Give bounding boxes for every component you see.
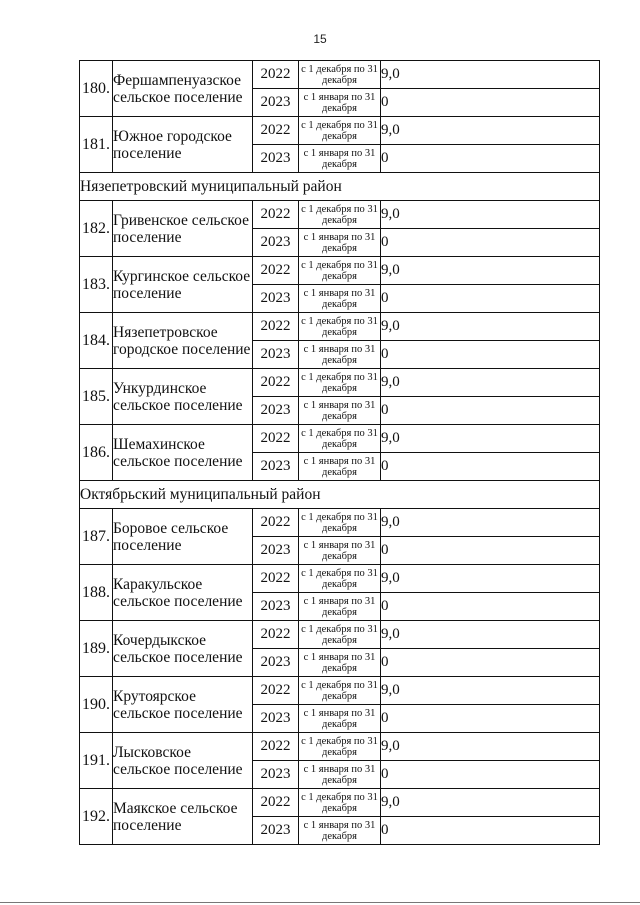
entry-number: 184. <box>80 313 113 369</box>
table-row <box>80 733 600 761</box>
rate-cell: 0 <box>381 705 600 733</box>
settlement-name: Лысковское сельское поселение <box>113 733 253 789</box>
rate-cell: 9,0 <box>381 733 600 761</box>
rate-cell: 0 <box>381 397 600 425</box>
period-cell: с 1 января по 31 декабря <box>299 229 381 257</box>
period-cell: с 1 января по 31 декабря <box>299 285 381 313</box>
rate-cell: 9,0 <box>381 117 600 145</box>
rate-cell: 0 <box>381 453 600 481</box>
table-row <box>80 565 600 593</box>
period-cell: с 1 января по 31 декабря <box>299 453 381 481</box>
entry-number: 189. <box>80 621 113 677</box>
table-row <box>80 509 600 537</box>
district-name: Октябрьский муниципальный район <box>80 481 600 509</box>
rate-cell: 9,0 <box>381 565 600 593</box>
rate-cell: 0 <box>381 89 600 117</box>
period-cell: с 1 января по 31 декабря <box>299 537 381 565</box>
year-cell: 2022 <box>253 789 299 817</box>
settlement-name: Южное городское поселение <box>113 117 253 173</box>
period-cell: с 1 января по 31 декабря <box>299 761 381 789</box>
rate-cell: 0 <box>381 649 600 677</box>
year-cell: 2022 <box>253 369 299 397</box>
rate-cell: 0 <box>381 537 600 565</box>
table-row <box>80 117 600 145</box>
year-cell: 2022 <box>253 61 299 89</box>
period-cell: с 1 декабря по 31 декабря <box>299 565 381 593</box>
period-cell: с 1 декабря по 31 декабря <box>299 509 381 537</box>
year-cell: 2023 <box>253 649 299 677</box>
period-cell: с 1 января по 31 декабря <box>299 705 381 733</box>
year-cell: 2023 <box>253 453 299 481</box>
table-row <box>80 257 600 285</box>
table-body <box>80 61 600 845</box>
year-cell: 2023 <box>253 89 299 117</box>
year-cell: 2023 <box>253 145 299 173</box>
table-row <box>80 789 600 817</box>
settlement-name: Шемахинское сельское поселение <box>113 425 253 481</box>
rate-cell: 9,0 <box>381 621 600 649</box>
period-cell: с 1 декабря по 31 декабря <box>299 257 381 285</box>
period-cell: с 1 декабря по 31 декабря <box>299 677 381 705</box>
settlement-name: Маякское сельское поселение <box>113 789 253 845</box>
entry-number: 191. <box>80 733 113 789</box>
district-header-row <box>80 481 600 509</box>
rate-cell: 0 <box>381 817 600 845</box>
rate-cell: 0 <box>381 593 600 621</box>
year-cell: 2022 <box>253 425 299 453</box>
year-cell: 2022 <box>253 565 299 593</box>
rate-cell: 9,0 <box>381 677 600 705</box>
year-cell: 2022 <box>253 313 299 341</box>
year-cell: 2022 <box>253 621 299 649</box>
entry-number: 188. <box>80 565 113 621</box>
settlement-name: Кургинское сельское поселение <box>113 257 253 313</box>
rate-cell: 0 <box>381 341 600 369</box>
rate-cell: 9,0 <box>381 369 600 397</box>
period-cell: с 1 января по 31 декабря <box>299 593 381 621</box>
year-cell: 2022 <box>253 677 299 705</box>
entry-number: 181. <box>80 117 113 173</box>
entry-number: 186. <box>80 425 113 481</box>
year-cell: 2022 <box>253 509 299 537</box>
settlement-name: Кочердыкское сельское поселение <box>113 621 253 677</box>
settlement-name: Ункурдинское сельское поселение <box>113 369 253 425</box>
settlement-name: Гривенское сельское поселение <box>113 201 253 257</box>
rate-cell: 9,0 <box>381 789 600 817</box>
period-cell: с 1 января по 31 декабря <box>299 397 381 425</box>
period-cell: с 1 декабря по 31 декабря <box>299 201 381 229</box>
rate-cell: 9,0 <box>381 425 600 453</box>
year-cell: 2022 <box>253 201 299 229</box>
table-row <box>80 61 600 89</box>
settlement-rates-table <box>79 60 600 845</box>
settlement-name: Каракульское сельское поселение <box>113 565 253 621</box>
period-cell: с 1 января по 31 декабря <box>299 817 381 845</box>
year-cell: 2022 <box>253 733 299 761</box>
page-number: 15 <box>313 32 327 46</box>
year-cell: 2023 <box>253 817 299 845</box>
page-bottom-rule <box>0 902 640 903</box>
rate-cell: 0 <box>381 761 600 789</box>
settlement-name: Нязепетровское городское поселение <box>113 313 253 369</box>
period-cell: с 1 декабря по 31 декабря <box>299 425 381 453</box>
period-cell: с 1 декабря по 31 декабря <box>299 789 381 817</box>
entry-number: 192. <box>80 789 113 845</box>
period-cell: с 1 января по 31 декабря <box>299 341 381 369</box>
entry-number: 182. <box>80 201 113 257</box>
year-cell: 2022 <box>253 117 299 145</box>
entry-number: 190. <box>80 677 113 733</box>
rate-cell: 9,0 <box>381 313 600 341</box>
rate-cell: 0 <box>381 285 600 313</box>
rate-cell: 0 <box>381 229 600 257</box>
settlement-name: Крутоярское сельское поселение <box>113 677 253 733</box>
period-cell: с 1 декабря по 31 декабря <box>299 733 381 761</box>
year-cell: 2023 <box>253 705 299 733</box>
table-row <box>80 313 600 341</box>
district-name: Нязепетровский муниципальный район <box>80 173 600 201</box>
settlement-name: Боровое сельское поселение <box>113 509 253 565</box>
year-cell: 2023 <box>253 229 299 257</box>
table-row <box>80 201 600 229</box>
period-cell: с 1 января по 31 декабря <box>299 145 381 173</box>
table-row <box>80 369 600 397</box>
year-cell: 2023 <box>253 537 299 565</box>
table-row <box>80 425 600 453</box>
entry-number: 185. <box>80 369 113 425</box>
year-cell: 2023 <box>253 341 299 369</box>
period-cell: с 1 декабря по 31 декабря <box>299 61 381 89</box>
rate-cell: 0 <box>381 145 600 173</box>
rate-cell: 9,0 <box>381 201 600 229</box>
year-cell: 2023 <box>253 285 299 313</box>
entry-number: 187. <box>80 509 113 565</box>
entry-number: 183. <box>80 257 113 313</box>
period-cell: с 1 декабря по 31 декабря <box>299 621 381 649</box>
period-cell: с 1 декабря по 31 декабря <box>299 369 381 397</box>
year-cell: 2022 <box>253 257 299 285</box>
period-cell: с 1 декабря по 31 декабря <box>299 313 381 341</box>
district-header-row <box>80 173 600 201</box>
rate-cell: 9,0 <box>381 61 600 89</box>
year-cell: 2023 <box>253 397 299 425</box>
year-cell: 2023 <box>253 593 299 621</box>
period-cell: с 1 декабря по 31 декабря <box>299 117 381 145</box>
entry-number: 180. <box>80 61 113 117</box>
rate-cell: 9,0 <box>381 257 600 285</box>
table-row <box>80 677 600 705</box>
rate-cell: 9,0 <box>381 509 600 537</box>
period-cell: с 1 января по 31 декабря <box>299 649 381 677</box>
settlement-name: Фершампенуазское сельское поселение <box>113 61 253 117</box>
table-row <box>80 621 600 649</box>
year-cell: 2023 <box>253 761 299 789</box>
period-cell: с 1 января по 31 декабря <box>299 89 381 117</box>
